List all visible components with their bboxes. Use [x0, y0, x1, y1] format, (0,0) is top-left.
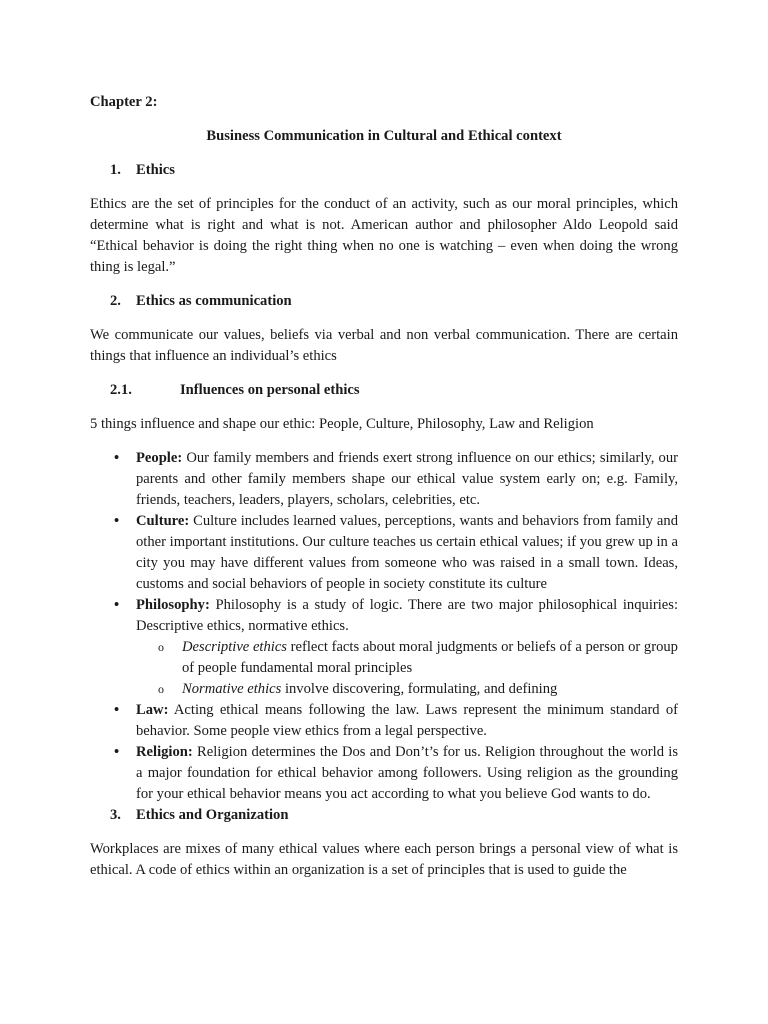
list-item-law	[90, 700, 678, 742]
sub-bullet-mark: o	[158, 640, 164, 654]
list-item-culture	[90, 511, 678, 595]
sub-term: Normative ethics	[182, 681, 282, 697]
bullet-term: Philosophy:	[136, 597, 210, 613]
section-heading-ethics-communication	[90, 291, 678, 312]
section-title: Ethics	[136, 162, 175, 178]
sublist-item-descriptive	[136, 637, 678, 679]
bullet-mark: •	[114, 450, 120, 466]
section-number: 2.1.	[110, 382, 132, 398]
sub-term: Descriptive ethics	[182, 639, 287, 655]
paragraph-ethics-organization: Workplaces are mixes of many ethical values where each person brings a personal view of what is ethical. A code of ethics within an organization is a set of principles that is used to guide the	[90, 841, 678, 878]
paragraph-ethics: Ethics are the set of principles for the conduct of an activity, such as our moral principles, which determine what is right and what is not. American author and philosopher Aldo Leopold said “Ethical behavior is doing the right thing when no one is watching – even when doing the wrong thing is legal.”	[90, 196, 678, 275]
sublist-item-normative	[136, 679, 678, 700]
bullet-term: People:	[136, 450, 183, 466]
influences-list	[90, 448, 678, 805]
bullet-text: Our family members and friends exert strong influence on our ethics; similarly, our parents and other family members shape our ethical value system early on; e.g. Family, friends, teachers, leaders, players, scholars, celebrities, etc.	[136, 450, 678, 508]
bullet-text: Religion determines the Dos and Don’t’s for us. Religion throughout the world is a major foundation for ethical behavior among followers. Using religion as the grounding for your ethical behavior means you act according to what you believe God wants to do.	[136, 744, 678, 802]
section-heading-ethics-organization	[90, 805, 678, 826]
section-heading-ethics	[90, 160, 678, 181]
list-item-philosophy	[90, 595, 678, 700]
bullet-text: Philosophy is a study of logic. There are two major philosophical inquiries: Descriptive ethics, normative ethics.	[136, 597, 678, 634]
section-number: 3.	[110, 807, 121, 823]
paragraph-ethics-communication: We communicate our values, beliefs via verbal and non verbal communication. There are certain things that influence an individual’s ethics	[90, 327, 678, 364]
subsection-heading-influences	[90, 380, 678, 401]
bullet-term: Culture:	[136, 513, 190, 529]
bullet-term: Religion:	[136, 744, 193, 760]
section-title: Influences on personal ethics	[180, 382, 360, 398]
list-item-people	[90, 448, 678, 511]
section-number: 1.	[110, 162, 121, 178]
sub-text: involve discovering, formulating, and defining	[281, 681, 558, 697]
bullet-mark: •	[114, 513, 120, 529]
list-item-religion	[90, 742, 678, 805]
document-title: Business Communication in Cultural and Ethical context	[206, 128, 562, 144]
document-body	[90, 92, 678, 881]
bullet-mark: •	[114, 597, 120, 613]
bullet-mark: •	[114, 702, 120, 718]
bullet-text: Acting ethical means following the law. Laws represent the minimum standard of behavior. Some people view ethics from a legal perspective.	[136, 702, 678, 739]
sub-text: reflect facts about moral judgments or beliefs of a person or group of people fundamental moral principles	[182, 639, 678, 676]
bullet-text: Culture includes learned values, perceptions, wants and behaviors from family and other important institutions. Our culture teaches us certain ethical values; if you grew up in a city you may have different values from someone who was raised in a small town. Ideas, customs and social behaviors of people in society constitute its culture	[136, 513, 678, 592]
bullet-term: Law:	[136, 702, 169, 718]
paragraph-five-things: 5 things influence and shape our ethic: People, Culture, Philosophy, Law and Religion	[90, 416, 594, 432]
sub-bullet-mark: o	[158, 682, 164, 696]
bullet-mark: •	[114, 744, 120, 760]
section-number: 2.	[110, 293, 121, 309]
section-title: Ethics as communication	[136, 293, 292, 309]
chapter-label: Chapter 2:	[90, 94, 158, 110]
section-title: Ethics and Organization	[136, 807, 289, 823]
philosophy-sublist	[136, 637, 678, 700]
